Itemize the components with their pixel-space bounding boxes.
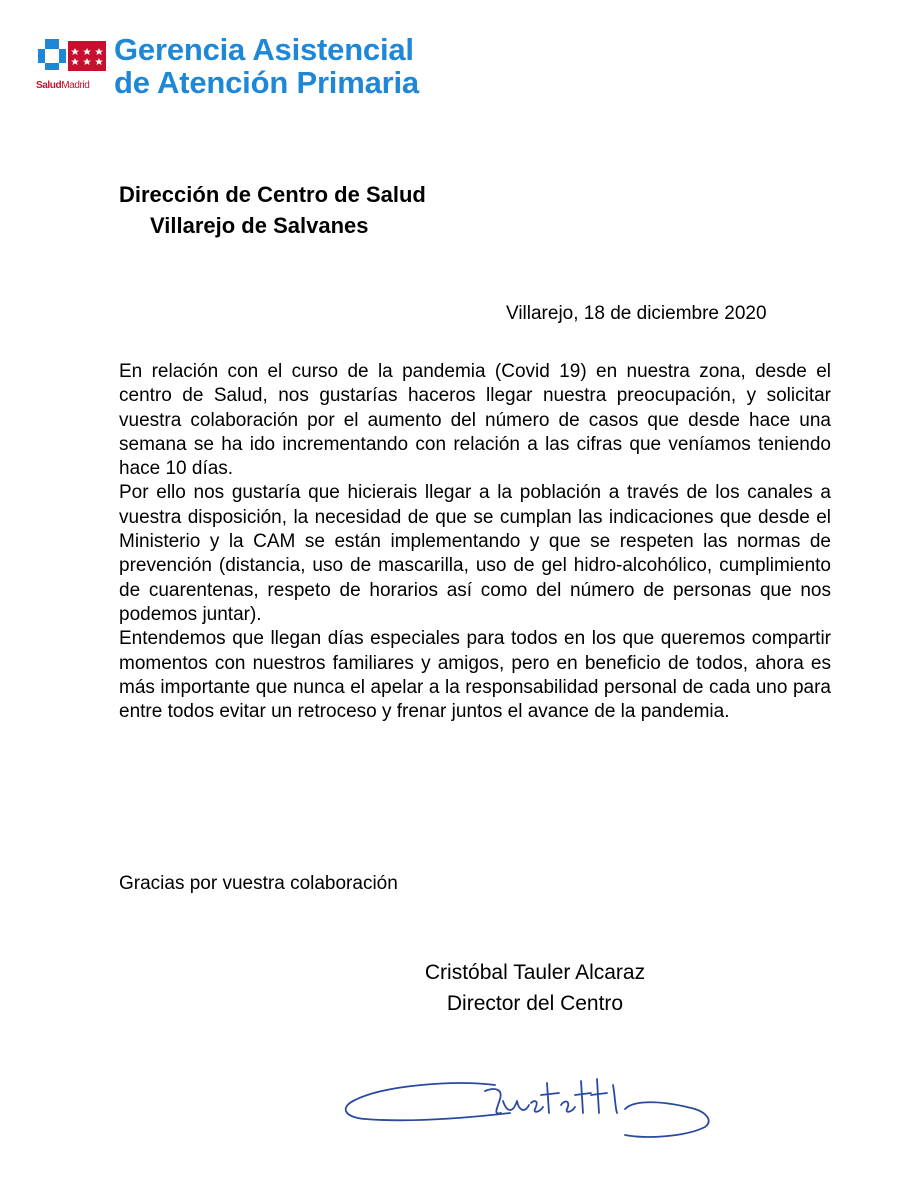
handwritten-signature [335,1055,725,1165]
organization-name-line2: de Atención Primaria [114,65,419,100]
signer-role: Director del Centro [446,992,624,1015]
organization-name-line1: Gerencia Asistencial [114,32,414,67]
paragraph-3: Entendemos que llegan días especiales para todos en los que queremos compartir momentos con nuestros familiares y amigos, pero en beneficio de todos, ahora es más importante que nunca el apelar a la responsabilidad personal de cada uno para entre todos evitar un retroceso y frenar juntos el avance de la pandemia. [119,628,831,723]
paragraph-2: Por ello nos gustaría que hicierais llegar a la población a través de los canales a vuestra disposición, la necesidad de que se cumplan las indicaciones que desde el Ministerio y la CAM se están implementando y que se respeten las normas de prevención (distancia, uso de mascarilla, uso de gel hidro-alcohólico, cumplimiento de cuarentenas, respeto de horarios así como del número de personas que nos podemos juntar). [119,482,831,625]
heading-line2: Villarejo de Salvanes [150,213,369,238]
signer-block [360,957,710,1019]
logo-lettering: SaludMadrid [36,80,90,91]
logo [36,33,456,103]
letter-date: Villarejo, 18 de diciembre 2020 [506,303,767,324]
letter-body [119,360,831,724]
salud-madrid-flag-icon [36,37,108,77]
signer-name: Cristóbal Tauler Alcaraz [424,961,646,984]
heading-line1: Dirección de Centro de Salud [119,182,426,207]
closing-line: Gracias por vuestra colaboración [119,873,398,894]
paragraph-1: En relación con el curso de la pandemia (Covid 19) en nuestra zona, desde el centro de Salud, nos gustarías haceros llegar nuestra preocupación, y solicitar vuestra colaboración por el aumento del número de casos que desde hace una semana se ha ido incrementando con relación a las cifras que veníamos teniendo hace 10 días. [119,361,831,480]
organization-name [114,33,419,99]
letter-heading [119,179,426,241]
